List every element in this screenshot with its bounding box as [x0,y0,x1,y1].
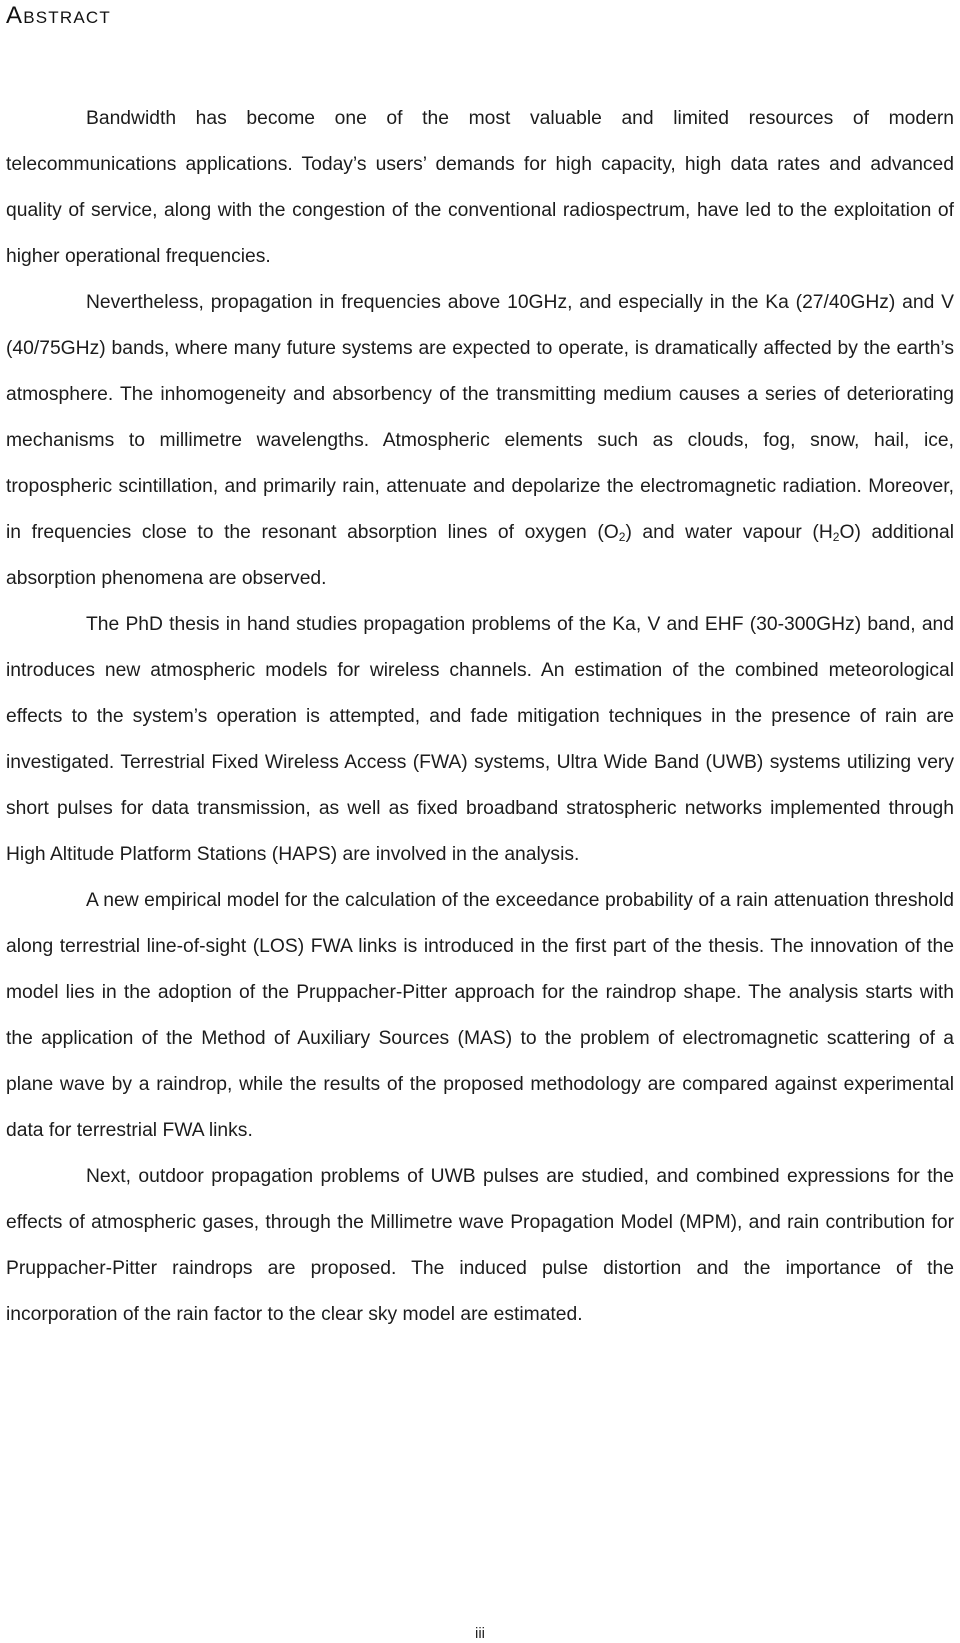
paragraph-propagation-text-mid: ) and water vapour (H [625,522,833,543]
water-subscript: 2 [832,530,840,544]
abstract-body [6,96,954,1338]
paragraph-propagation-text-end: O) additional absorption phenomena are observed. [6,522,955,589]
paragraph-empirical-model: A new empirical model for the calculation of the exceedance probability of a rain attenuation threshold along terrestrial line-of-sight (LOS) FWA links is introduced in the first part of the thesis. The innovation of the model lies in the adoption of the Pruppacher-Pitter approach for the raindrop shape. The analysis starts with the application of the Method of Auxiliary Sources (MAS) to the problem of electromagnetic scattering of a plane wave by a raindrop, while the results of the proposed methodology are compared against experimental data for terrestrial FWA links. [6,890,954,1141]
paragraph-thesis-scope: The PhD thesis in hand studies propagation problems of the Ka, V and EHF (30-300GHz) band, and introduces new atmospheric models for wireless channels. An estimation of the combined meteorological effects to the system’s operation is attempted, and fade mitigation techniques in the presence of rain are investigated. Terrestrial Fixed Wireless Access (FWA) systems, Ultra Wide Band (UWB) systems utilizing very short pulses for data transmission, as well as fixed broadband stratospheric networks implemented through High Altitude Platform Stations (HAPS) are involved in the analysis. [6,614,954,865]
heading-initial: A [6,2,24,29]
paragraph-propagation-text: Nevertheless, propagation in frequencies above 10GHz, and especially in the Ka (27/40GHz) and V (40/75GHz) bands, where many future systems are expected to operate, is dramatically affected by the earth’s atmosphere. The inhomogeneity and absorbency of the transmitting medium causes a series of deteriorating mechanisms to millimetre wavelengths. Atmospheric elements such as clouds, fog, snow, hail, ice, tropospheric scintillation, and primarily rain, attenuate and depolarize the electromagnetic radiation. Moreover, in frequencies close to the resonant absorption lines of oxygen (O [6,292,954,543]
page-number: iii [475,1625,485,1642]
paragraph-bandwidth: Bandwidth has become one of the most valuable and limited resources of modern telecommunications applications. Today’s users’ demands for high capacity, high data rates and advanced quality of service, along with the congestion of the conventional radiospectrum, have led to the exploitation of higher operational frequencies. [6,108,954,267]
heading-rest: BSTRACT [23,8,111,27]
paragraph-propagation [6,280,954,602]
paragraph-uwb: Next, outdoor propagation problems of UWB pulses are studied, and combined expressions for the effects of atmospheric gases, through the Millimetre wave Propagation Model (MPM), and rain contribution for Pruppacher-Pitter raindrops are proposed. The induced pulse distortion and the importance of the incorporation of the rain factor to the clear sky model are estimated. [6,1166,954,1325]
oxygen-subscript: 2 [618,530,626,544]
section-heading [6,2,111,32]
